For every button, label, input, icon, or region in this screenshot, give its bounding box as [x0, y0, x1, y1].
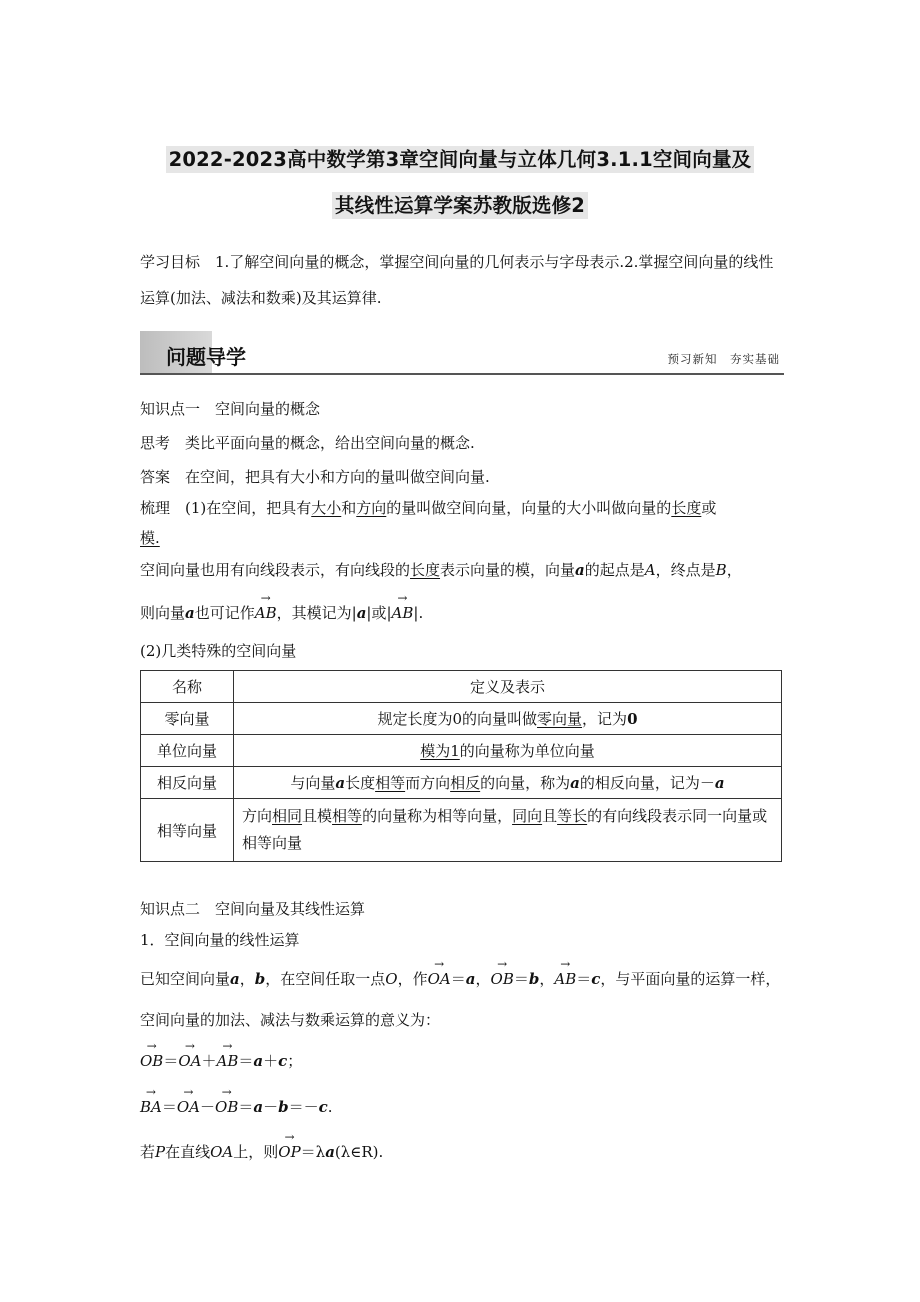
table-header-row	[141, 671, 782, 703]
table-cell-name: 相反向量	[141, 767, 234, 799]
kp2-subheading: 1．空间向量的线性运算	[140, 931, 300, 949]
special-vectors-table	[140, 670, 782, 862]
document-title-line-2: 其线性运算学案苏教版选修2	[0, 190, 920, 218]
kp1-representation: 空间向量也用有向线段表示，有向线段的长度表示向量的模，向量a的起点是A，终点是B，	[140, 561, 742, 579]
table-cell-def: 规定长度为0的向量叫做零向量，记为0	[234, 703, 782, 735]
table-cell-def: 模为1的向量称为单位向量	[234, 735, 782, 767]
kp1-heading: 知识点一 空间向量的概念	[140, 400, 321, 418]
formula-scalar: 若P在直线OA上，则→ OP＝λa(λ∈R).	[140, 1141, 383, 1162]
learning-goals: 学习目标 1.了解空间向量的概念，掌握空间向量的几何表示与字母表示.2.掌握空间向量的线性运算(加法、减法和数乘)及其运算律.	[140, 253, 774, 307]
table-row-zero	[141, 703, 782, 735]
section-banner	[140, 331, 784, 376]
table-row-opposite	[141, 767, 782, 799]
table-header-name: 名称	[141, 671, 234, 703]
kp1-comb-line-1: 梳理 (1)在空间，把具有大小和方向的量叫做空间向量，向量的大小叫做向量的长度或	[140, 499, 717, 517]
kp1-comb-line-2: 模.	[140, 529, 160, 547]
kp1-think: 思考 类比平面向量的概念，给出空间向量的概念.	[140, 434, 475, 452]
banner-rule	[140, 373, 784, 375]
banner-subtitle: 预习新知 夯实基础	[667, 352, 780, 366]
formula-subtraction: → BA＝→ OA－→ OB＝a－b＝－c.	[140, 1096, 333, 1117]
banner-label: 问题导学	[166, 345, 246, 369]
table-row-unit	[141, 735, 782, 767]
kp2-known: 已知空间向量a，b，在空间任取一点O，作→ OA＝a，→ OB＝b，→ AB＝c，与平面向量的运算一样，	[140, 968, 780, 989]
table-cell-name: 零向量	[141, 703, 234, 735]
document-title-line-1: 2022-2023高中数学第3章空间向量与立体几何3.1.1空间向量及	[0, 144, 920, 172]
kp2-meaning: 空间向量的加法、减法与数乘运算的意义为：	[140, 1011, 441, 1029]
table-row-equal	[141, 799, 782, 862]
kp2-heading: 知识点二 空间向量及其线性运算	[140, 900, 366, 918]
table-cell-def: 与向量a长度相等而方向相反的向量，称为a的相反向量，记为－a	[234, 767, 782, 799]
table-cell-def: 方向相同且模相等的向量称为相等向量，同向且等长的有向线段表示同一向量或相等向量	[234, 799, 782, 862]
formula-addition: → OB＝→ OA＋→ AB＝a＋c；	[140, 1050, 302, 1071]
table-header-def: 定义及表示	[234, 671, 782, 703]
kp1-answer: 答案 在空间，把具有大小和方向的量叫做空间向量.	[140, 468, 490, 486]
kp1-special-heading: (2)几类特殊的空间向量	[140, 642, 297, 660]
kp1-notation: 则向量a也可记作→ AB，其模记为|a|或|→ AB|.	[140, 602, 423, 623]
table-cell-name: 单位向量	[141, 735, 234, 767]
table-cell-name: 相等向量	[141, 799, 234, 862]
